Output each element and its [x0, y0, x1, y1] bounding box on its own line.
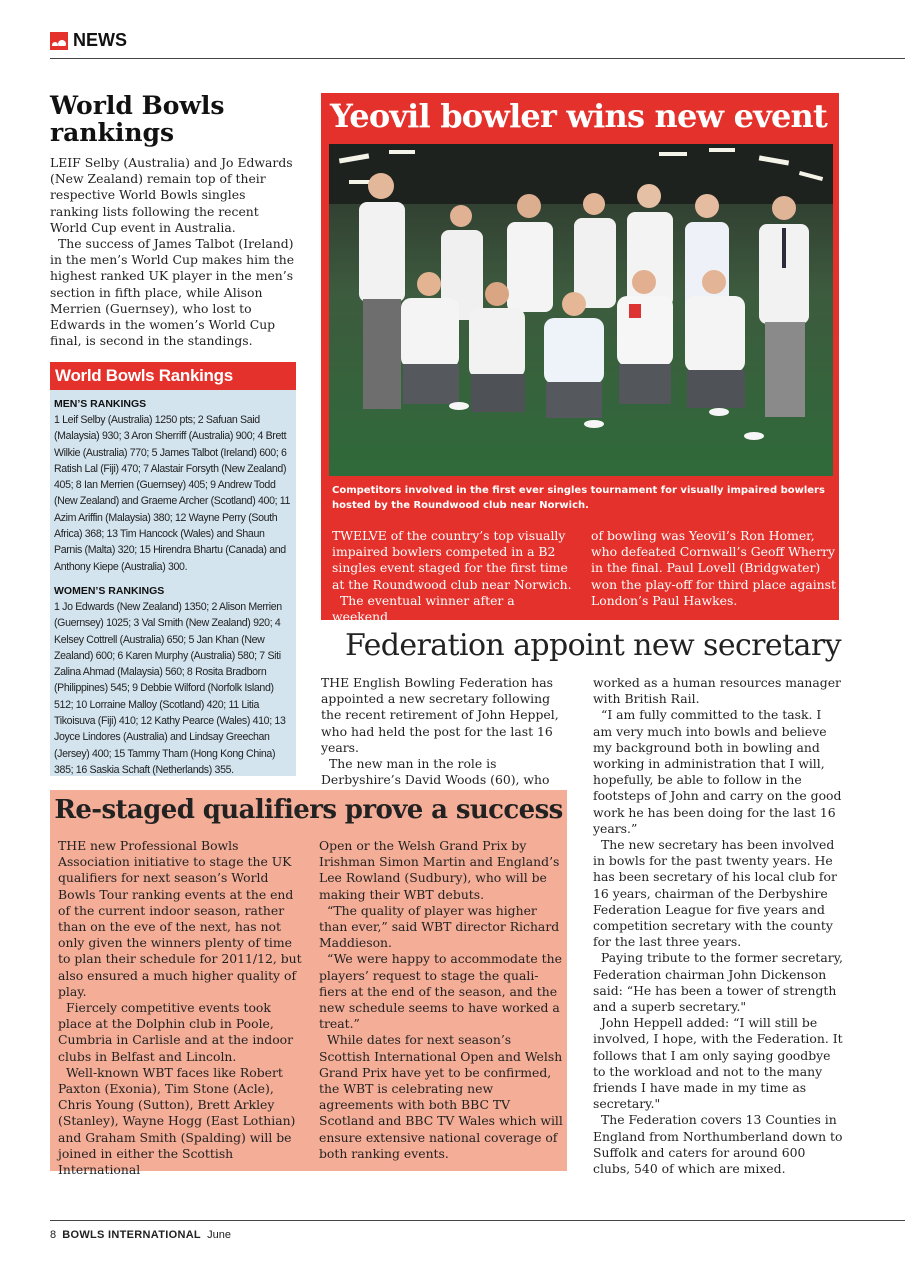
federation-paragraph: The new man in the role is Derbyshire’s David Woods (60), who	[321, 756, 550, 788]
footer-rule	[50, 1220, 905, 1221]
yeovil-feature-box	[321, 93, 839, 625]
yeovil-paragraph: TWELVE of the country’s top visually impaired bowlers competed in a B2 singles event staged for the first time at the Roundwood club near Norwich.	[332, 528, 572, 592]
issue-month: June	[207, 1229, 231, 1241]
qualifiers-paragraph: While dates for next season’s Scottish International Open and Welsh Grand Prix have yet to be confirmed, the WBT is celebrating new agreements with both BBC TV Scotland and BBC TV Wales which will ensure extensive national coverage of both ranking events.	[319, 1032, 563, 1161]
page-header	[50, 30, 905, 59]
federation-paragraph: The Federation covers 13 Counties in England from Northumberland down to Suffolk and caters for around 600 clubs, 540 of which are mixed.	[593, 1112, 843, 1177]
rankings-paragraph: The success of James Talbot (Ireland) in the men’s World Cup makes him the highest ranked UK player in the men’s section in fifth place, while Alison Merrien (Guernsey), who lost to Edwards in the women’s World Cup final, is second in the standings.	[50, 236, 295, 349]
qualifiers-paragraph: Fiercely competitive events took place at the Dolphin club in Poole, Cumbria in Carlisle and at the indoor clubs in Belfast and Lincoln.	[58, 1000, 294, 1064]
group-photo	[329, 144, 833, 476]
qualifiers-column-1	[58, 838, 308, 1178]
section-label: NEWS	[73, 30, 127, 50]
qualifiers-paragraph: “We were happy to accommodate the players’ request to stage the quali-fiers at the end of the season, and the new schedule seems to have worked a treat.”	[319, 951, 562, 1032]
rankings-box-title: World Bowls Rankings	[50, 362, 296, 390]
federation-paragraph: The new secretary has been involved in bowls for the past twenty years. He has been secretary of his local club for 16 years, chairman of the Derbyshire Federation League for five years and competition secretary with the county for the last three years.	[593, 837, 837, 950]
photo-caption: Competitors involved in the first ever singles tournament for visually impaired bowlers hosted by the Roundwood club near Norwich.	[332, 485, 825, 511]
federation-paragraph: “I am fully committed to the task. I am very much into bowls and believe my background both in bowling and working in administration that I will, hopefully, be able to follow in the footsteps of John and carry on the good work he has been doing for the last 16 years.”	[593, 707, 842, 836]
federation-paragraph: John Heppell added: “I will still be involved, I hope, with the Federation. It follows that I am only saying goodbye to the workload and not to the many friends I have made in my time as secretary."	[593, 1015, 843, 1112]
magazine-name: BOWLS INTERNATIONAL	[62, 1229, 201, 1241]
yeovil-paragraph: of bowling was Yeovil’s Ron Homer, who defeated Cornwall’s Geoff Wherry in the final. Paul Lovell (Bridgwater) won the play-off for third place against London’s Paul Hawkes.	[591, 528, 836, 608]
yeovil-headline: Yeovil bowler wins new event	[330, 97, 827, 135]
rankings-headline: World Bowls rankings	[50, 91, 225, 147]
federation-paragraph: Paying tribute to the former secretary, Federation chairman John Dickenson said: “He has been a tower of strength and a superb secretary."	[593, 950, 843, 1015]
yeovil-column-1	[332, 528, 574, 625]
qualifiers-paragraph: THE new Professional Bowls Association initiative to stage the UK qualifiers for next season’s World Bowls Tour ranking events at the end of the current indoor season, rather than on the eve of the next, has not only given the winners plenty of time to plan their schedule for 2011/12, but also ensured a much higher quality of play.	[58, 838, 302, 999]
federation-column-1	[321, 675, 571, 788]
page-number: 8	[50, 1229, 57, 1241]
federation-paragraph: THE English Bowling Federation has appointed a new secretary following the recent retirement of John Heppel, who had held the post for the last 16 years.	[321, 675, 559, 755]
federation-column-2	[593, 675, 843, 1177]
federation-headline: Federation appoint new secretary	[345, 628, 841, 663]
page-footer	[50, 1229, 231, 1241]
qualifiers-paragraph: Open or the Welsh Grand Prix by Irishman Simon Martin and England’s Lee Rowland (Sudbury), who will be making their WBT debuts.	[319, 838, 560, 902]
bowls-logo-icon	[50, 32, 68, 50]
mens-rankings-list: 1 Leif Selby (Australia) 1250 pts; 2 Safuan Said (Malaysia) 930; 3 Aron Sherriff (Australia) 900; 4 Brett Wilkie (Australia) 770; 5 James Talbot (Ireland) 600; 6 Ratish Lal (Fiji) 470; 7 Alastair Forsyth (New Zealand) 405; 8 Ian Merrien (Guernsey) 405; 9 Andrew Todd (New Zealand) and Graeme Archer (Scotland) 400; 11 Azim Ariffin (Malaysia) 380; 12 Wayne Perry (South Africa) 368; 13 Tim Hancock (Wales) and Shaun Parnis (Malta) 320; 15 Hirendra Bhartu (Canada) and Anthony Kiepe (Australia) 300.	[54, 414, 291, 573]
rankings-article-body	[50, 155, 295, 349]
qualifiers-paragraph: “The quality of player was higher than ever,” said WBT director Richard Maddieson.	[319, 902, 560, 951]
qualifiers-paragraph: Well-known WBT faces like Robert Paxton (Exonia), Tim Stone (Acle), Chris Young (Sutton), Brett Arkley (Stanley), Wayne Hogg (East Lothian) and Graham Smith (Spalding) will be joined in either the Scottish International	[58, 1064, 296, 1178]
rankings-paragraph: LEIF Selby (Australia) and Jo Edwards (New Zealand) remain top of their respective World Bowls singles ranking lists following the recent World Cup event in Australia.	[50, 155, 293, 235]
womens-rankings-list: 1 Jo Edwards (New Zealand) 1350; 2 Alison Merrien (Guernsey) 1025; 3 Val Smith (New Zealand) 920; 4 Kelsey Cottrell (Australia) 650; 5 Jan Khan (New Zealand) 600; 6 Karen Murphy (Australia) 580; 7 Siti Zalina Ahmad (Malaysia) 560; 8 Rosita Bradborn (Philippines) 545; 9 Debbie Wilford (Norfolk Island) 512; 10 Lorraine Malloy (Scotland) 420; 11 Litia Tikoisuva (Fiji) 410; 12 Kathy Pearce (Wales) 410; 13 Joyce Lindores (Australia) and Lindsay Greechan (Jersey) 400; 15 Tammy Tham (Hong Kong China) 385; 16 Saskia Schaft (Netherlands) 355.	[54, 600, 286, 776]
rankings-box	[50, 362, 296, 776]
qualifiers-headline: Re-staged qualifiers prove a success	[54, 795, 563, 825]
qualifiers-box	[50, 790, 567, 1178]
yeovil-paragraph: The eventual winner after a weekend	[332, 592, 515, 625]
federation-paragraph: worked as a human resources manager with British Rail.	[593, 675, 841, 707]
womens-rankings-heading: WOMEN’S RANKINGS	[54, 584, 165, 597]
yeovil-column-2	[591, 528, 836, 609]
mens-rankings-heading: MEN’S RANKINGS	[54, 398, 147, 410]
qualifiers-column-2	[319, 838, 564, 1162]
